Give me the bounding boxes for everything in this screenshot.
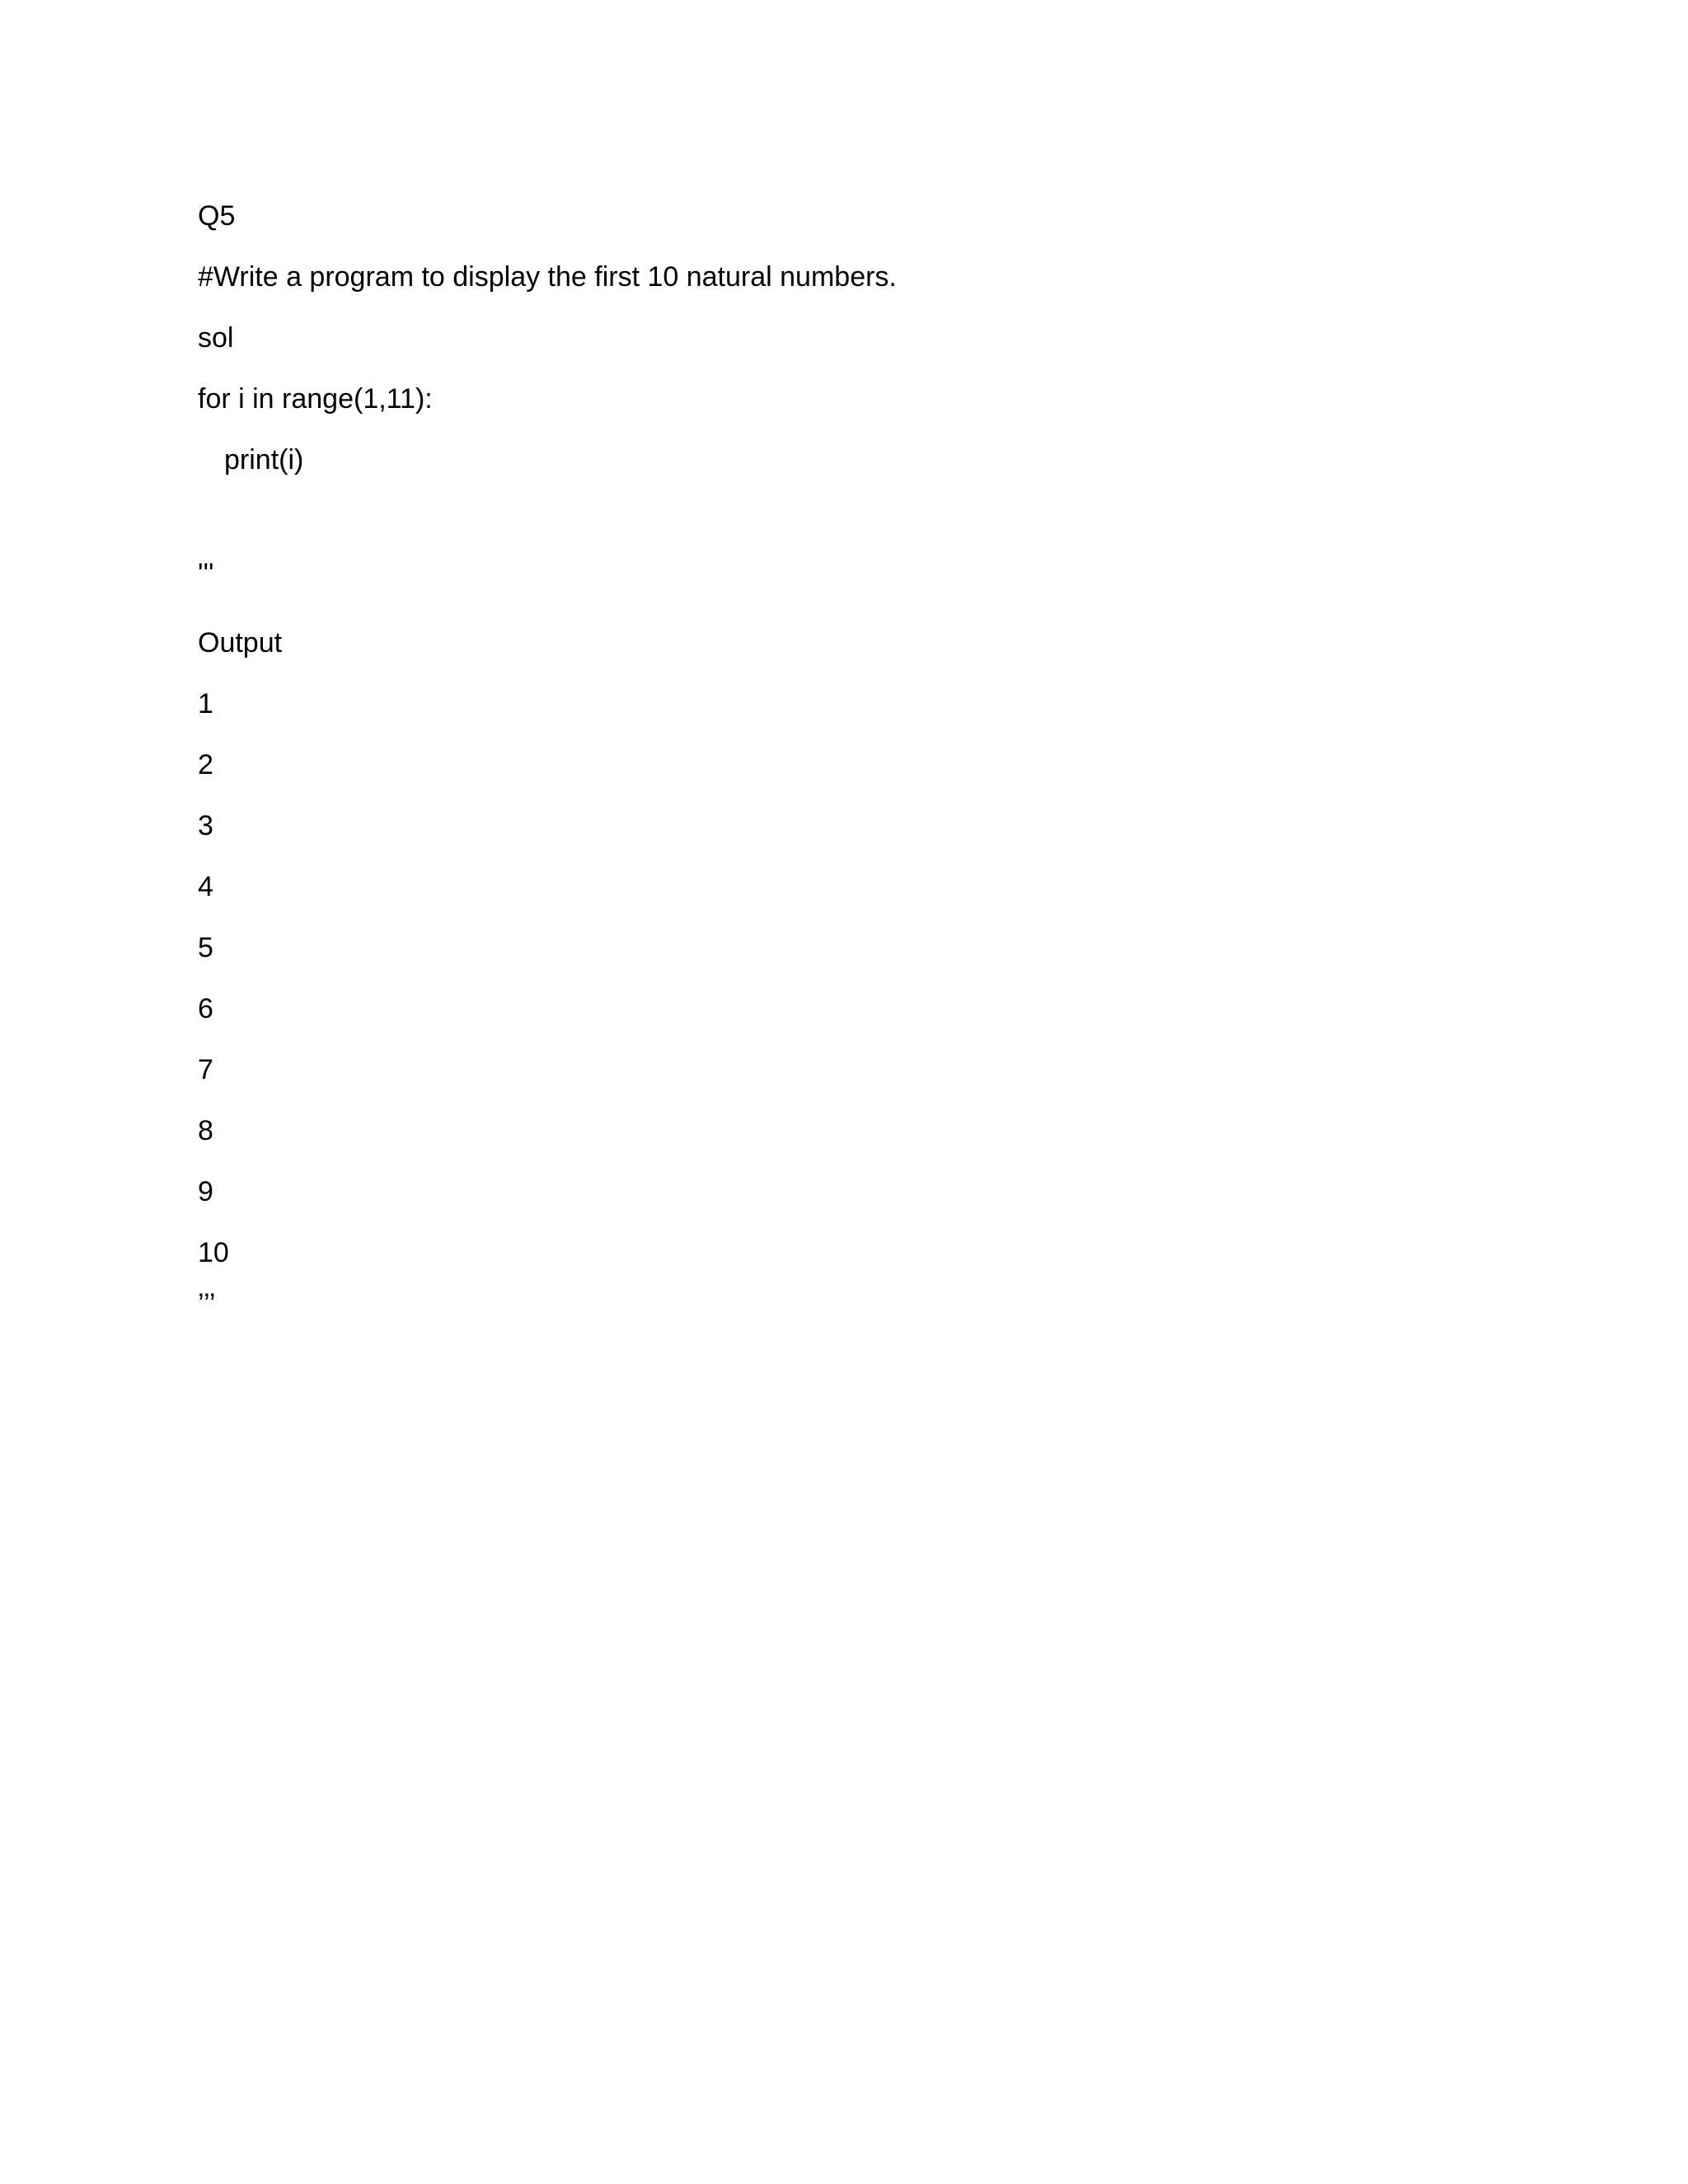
solution-label: sol <box>198 322 234 354</box>
output-value: 9 <box>198 1176 213 1207</box>
question-text: #Write a program to display the first 10 natural numbers. <box>198 261 897 293</box>
output-value: 7 <box>198 1054 213 1085</box>
code-line-2: print(i) <box>224 444 304 476</box>
output-value: 5 <box>198 932 213 963</box>
output-value: 6 <box>198 993 213 1024</box>
docstring-close: ’’’ <box>198 1288 216 1319</box>
docstring-open: ''' <box>198 558 214 589</box>
output-value: 3 <box>198 810 213 841</box>
output-value: 4 <box>198 871 213 902</box>
output-value: 2 <box>198 749 213 780</box>
output-value: 8 <box>198 1115 213 1146</box>
code-line-1: for i in range(1,11): <box>198 383 433 415</box>
output-value: 10 <box>198 1237 229 1268</box>
question-number: Q5 <box>198 200 236 232</box>
output-value: 1 <box>198 688 213 719</box>
output-label: Output <box>198 627 283 658</box>
